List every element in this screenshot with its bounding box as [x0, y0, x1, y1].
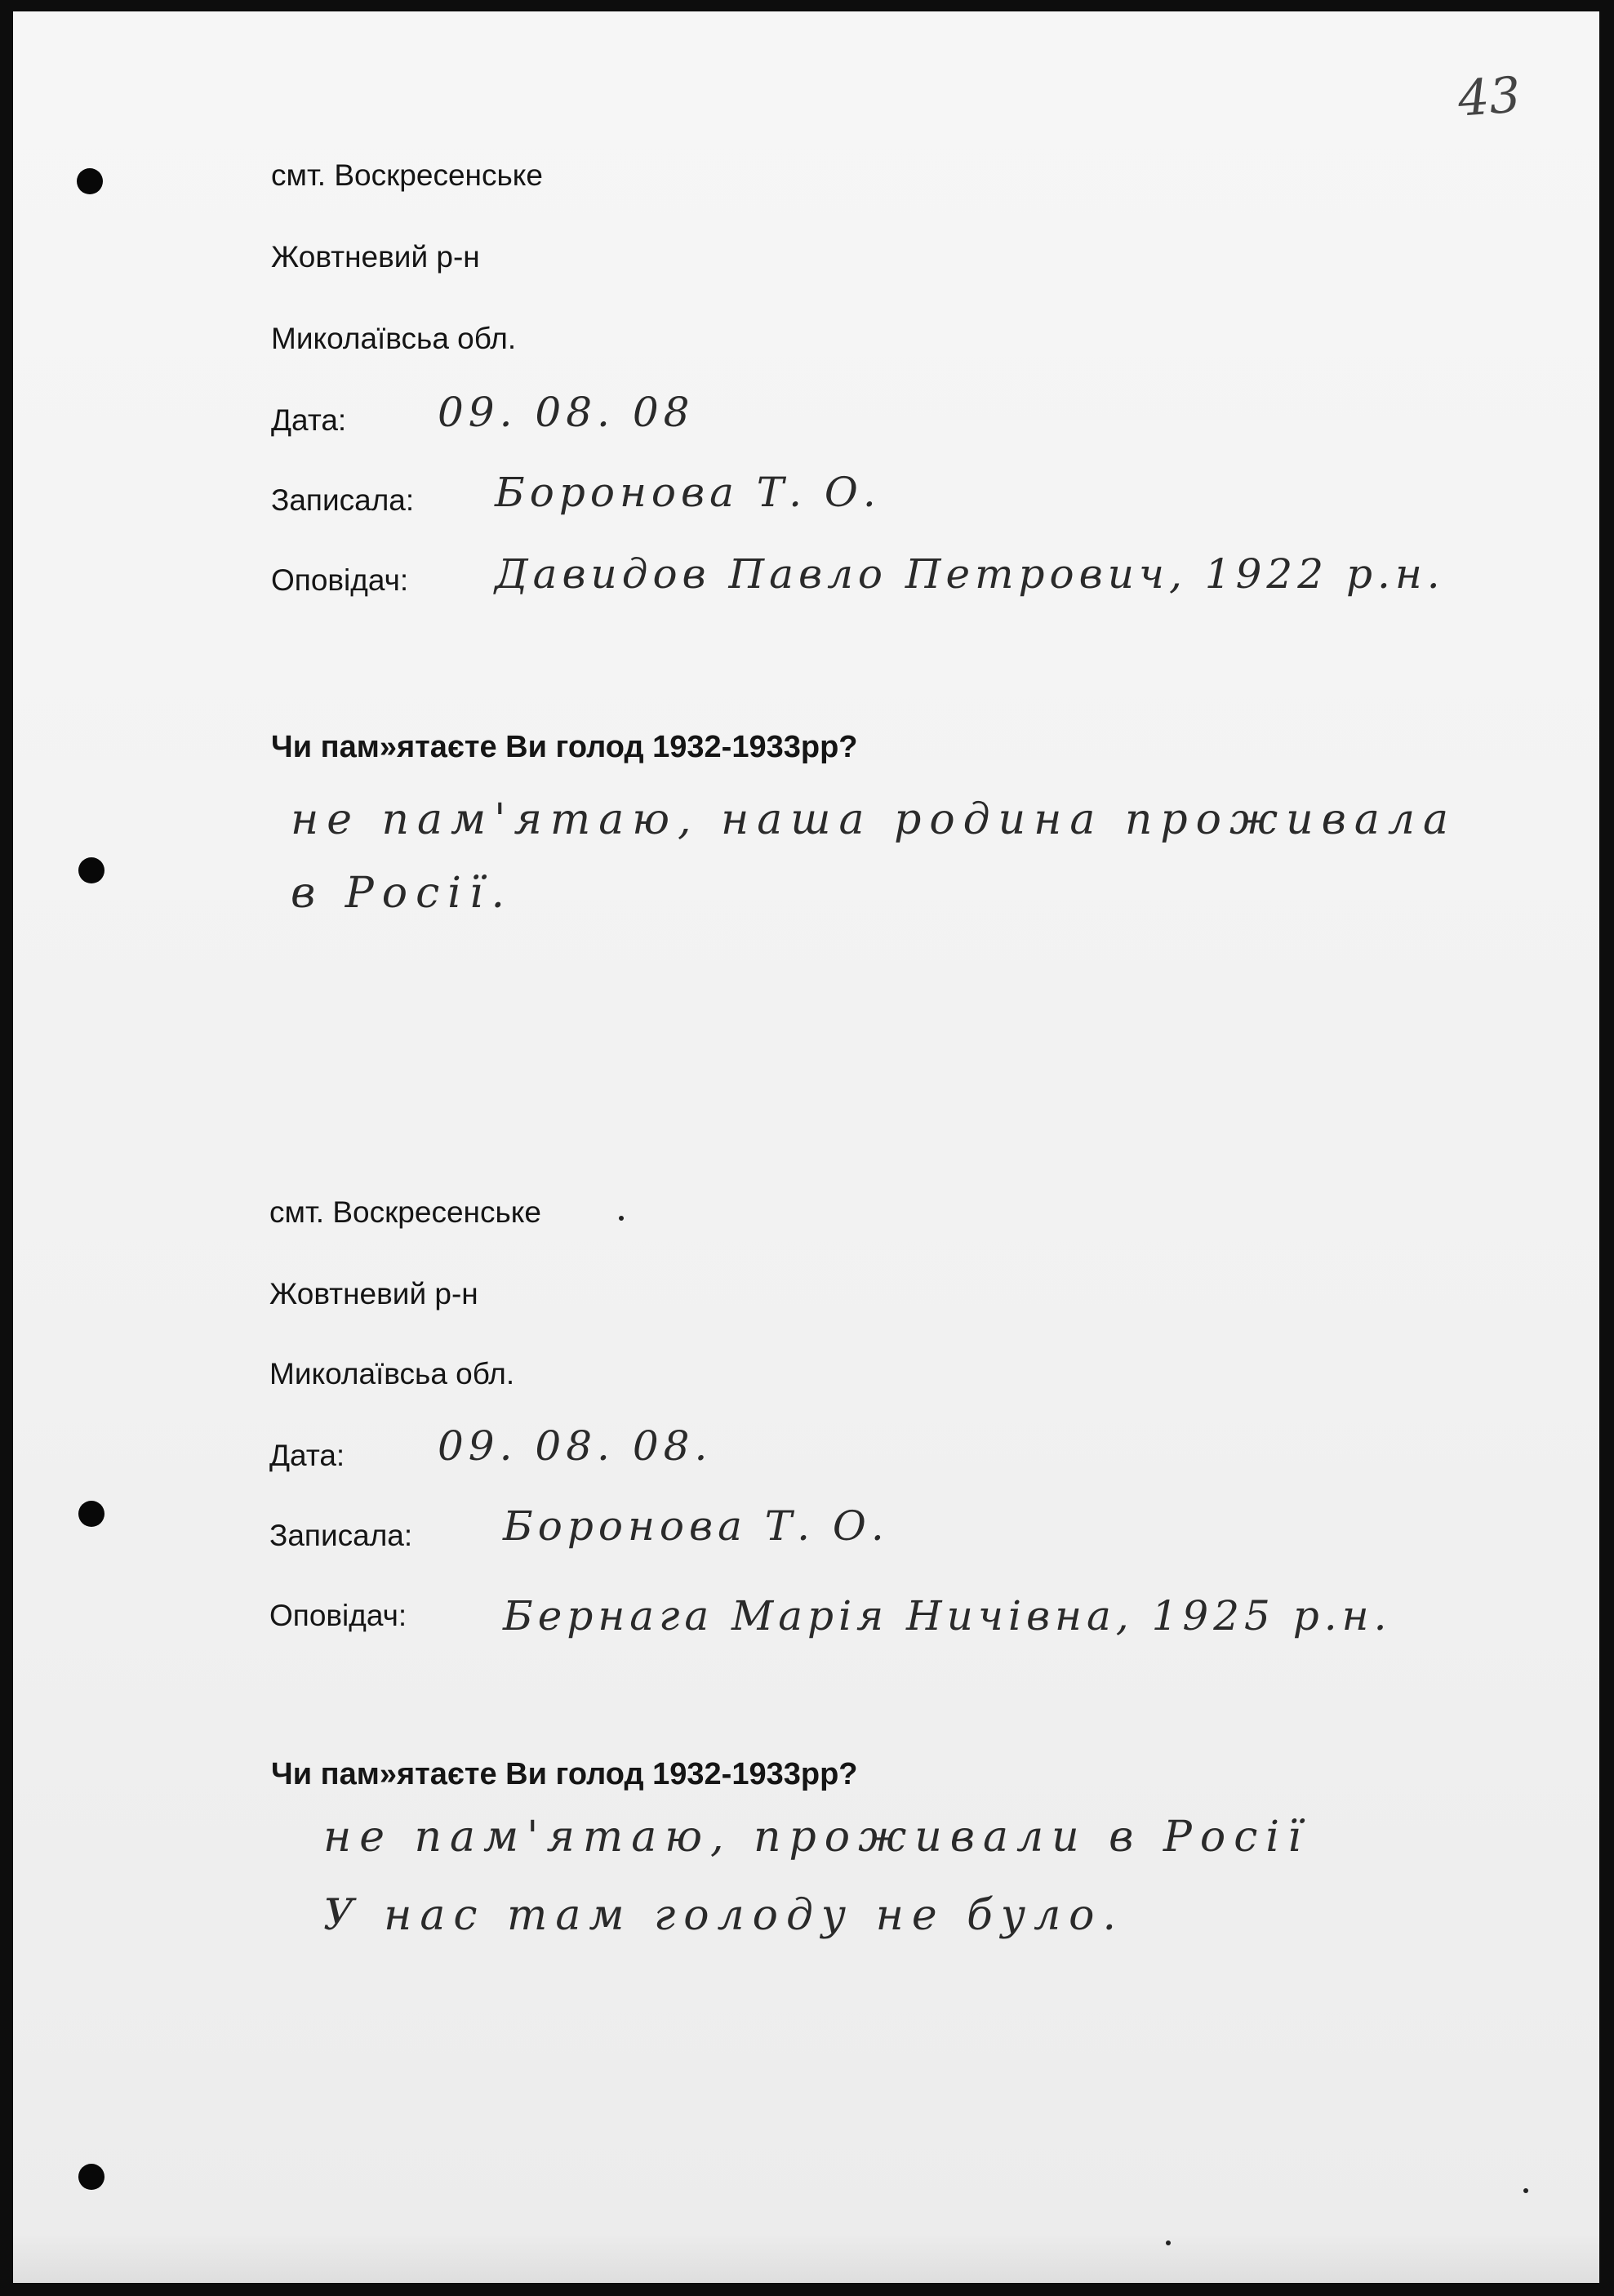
entry-1-region: Миколаївсьа обл. — [271, 322, 517, 355]
entry-1-answer-line-2: в Росії. — [291, 869, 514, 918]
entry-2-question: Чи пам»ятаєте Ви голод 1932-1933рр? — [271, 1757, 858, 1791]
entry-2-district: Жовтневий р-н — [269, 1277, 478, 1310]
entry-2-region: Миколаївсьа обл. — [269, 1357, 515, 1391]
entry-1-narrator-label: Оповідач: — [271, 563, 409, 597]
entry-1-date-label: Дата: — [271, 403, 347, 437]
entry-1-question: Чи пам»ятаєте Ви голод 1932-1933рр? — [271, 730, 858, 764]
entry-2-narrator-value: Бернага Марія Ничівна, 1925 р.н. — [503, 1592, 1392, 1640]
entry-2-narrator-label: Оповідач: — [269, 1599, 407, 1632]
punch-hole-4 — [78, 2164, 104, 2190]
entry-1-date-value: 09. 08. 08 — [438, 389, 695, 436]
entry-2-date-label: Дата: — [269, 1439, 345, 1472]
entry-2-answer-line-2: У нас там голоду не було. — [323, 1891, 1125, 1940]
punch-hole-2 — [78, 857, 104, 883]
entry-1-district: Жовтневий р-н — [271, 240, 480, 274]
page-bottom-shadow — [13, 2232, 1599, 2283]
entry-1-recorder-value: Боронова Т. О. — [495, 469, 881, 516]
entry-1-recorder-label: Записала: — [271, 483, 415, 517]
document-page — [13, 11, 1599, 2283]
entry-1-narrator-value: Давидов Павло Петрович, 1922 р.н. — [495, 550, 1445, 598]
punch-hole-3 — [78, 1501, 104, 1527]
page-number: 43 — [1456, 66, 1523, 128]
stray-mark — [1523, 2188, 1528, 2193]
stray-mark — [619, 1216, 624, 1221]
entry-2-answer-line-1: не пам'ятаю, проживали в Росії — [323, 1813, 1309, 1862]
entry-2-settlement: смт. Воскресенське — [269, 1195, 541, 1229]
entry-2-recorder-value: Боронова Т. О. — [503, 1502, 889, 1550]
entry-2-date-value: 09. 08. 08. — [438, 1422, 713, 1470]
entry-1-settlement: смт. Воскресенське — [271, 158, 543, 192]
entry-1-answer-line-1: не пам'ятаю, наша родина проживала — [291, 795, 1456, 844]
entry-2-recorder-label: Записала: — [269, 1519, 413, 1552]
punch-hole-1 — [77, 168, 103, 194]
